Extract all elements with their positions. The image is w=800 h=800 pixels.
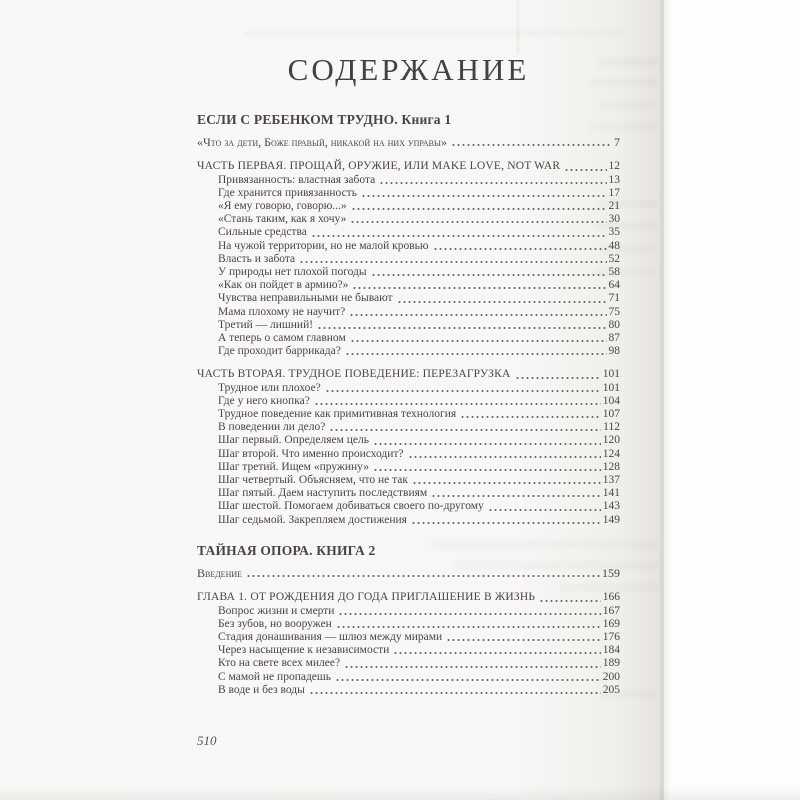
photo-bottom-edge <box>0 786 800 800</box>
toc-entry-label: Где у него кнопка? <box>218 394 310 407</box>
toc-entry-page: 35 <box>608 226 620 239</box>
dot-leader <box>379 177 606 187</box>
dot-leader <box>433 243 607 253</box>
toc-entry <box>197 671 620 684</box>
toc-entry-page: 141 <box>602 487 620 500</box>
toc-entry-label: Вопрос жизни и смерти <box>218 604 335 617</box>
dot-leader <box>344 661 601 671</box>
toc-entry <box>197 240 620 253</box>
toc-entry-label: Через насыщение к независимости <box>218 644 390 657</box>
toc-entry-label: Введение <box>197 566 243 581</box>
toc-entry-label: Шаг четвертый. Объясняем, что не так <box>218 474 408 487</box>
dot-leader <box>336 621 601 631</box>
toc-entry-page: 75 <box>608 305 620 318</box>
toc-entry <box>197 395 620 408</box>
dot-leader <box>338 608 600 618</box>
toc-entry <box>197 618 620 631</box>
toc-entry-label: Кто на свете всех милее? <box>218 657 341 670</box>
toc-entry <box>197 279 620 292</box>
toc-entry-label: В воде и без воды <box>218 683 305 696</box>
dot-leader <box>431 490 601 500</box>
dot-leader <box>412 477 601 487</box>
toc-entry <box>197 421 620 434</box>
toc-entry <box>197 345 620 358</box>
toc-entry-label: Чувства неправильными не бывают <box>218 292 393 305</box>
toc-entry-page: 112 <box>603 421 620 434</box>
dot-leader <box>373 464 601 474</box>
toc-entry-label: ЕСЛИ С РЕБЕНКОМ ТРУДНО. Книга 1 <box>197 112 452 127</box>
toc-entry-page: 87 <box>608 332 620 345</box>
dot-leader <box>411 517 601 527</box>
dot-leader <box>393 647 600 657</box>
toc-entry-label: Шаг третий. Ищем «пружину» <box>218 460 369 473</box>
toc-entry-page: 12 <box>608 160 620 173</box>
dot-leader <box>408 451 601 461</box>
toc-entry <box>197 631 620 644</box>
toc-entry-label: Шаг второй. Что именно происходит? <box>218 447 404 460</box>
toc-entry <box>197 591 620 604</box>
dot-leader <box>488 504 601 514</box>
toc-entry <box>197 136 620 149</box>
toc-entry-page: 17 <box>608 186 620 199</box>
dot-leader <box>351 203 607 213</box>
toc-entry-page: 101 <box>602 381 620 394</box>
toc-entry <box>197 292 620 305</box>
table-of-contents <box>197 113 620 697</box>
toc-entry-page: 167 <box>602 604 620 617</box>
toc-entry <box>197 657 620 670</box>
dot-leader <box>311 230 607 240</box>
toc-entry-label: «Как он пойдет в армию?» <box>218 279 349 292</box>
dot-leader <box>309 687 601 697</box>
toc-entry-label: Стадия донашивания — шлюз между мирами <box>218 630 443 643</box>
toc-entry-page: 52 <box>608 252 620 265</box>
toc-entry-page: 128 <box>602 460 620 473</box>
toc-entry <box>197 544 620 557</box>
dot-leader <box>350 216 606 226</box>
toc-entry-label: ГЛАВА 1. ОТ РОЖДЕНИЯ ДО ГОДА ПРИГЛАШЕНИЕ В ЖИЗНЬ <box>197 591 536 604</box>
toc-entry <box>197 253 620 266</box>
dot-leader <box>539 595 601 605</box>
toc-entry-label: «Стань таким, как я хочу» <box>218 213 347 226</box>
toc-entry-label: С мамой не пропадешь <box>218 670 332 683</box>
toc-entry <box>197 474 620 487</box>
toc-entry <box>197 567 620 580</box>
toc-entry-label: ЧАСТЬ ПЕРВАЯ. ПРОЩАЙ, ОРУЖИЕ, ИЛИ MAKE LOVE, NOT WAR <box>197 160 561 173</box>
toc-entry-page: 21 <box>608 200 620 213</box>
toc-entry-label: «Что за дети, Боже правый, никакой на них управы» <box>197 135 447 150</box>
dot-leader <box>246 570 600 580</box>
toc-entry <box>197 160 620 173</box>
toc-entry <box>197 434 620 447</box>
toc-entry-page: 64 <box>608 279 620 292</box>
toc-entry <box>197 448 620 461</box>
toc-entry-label: Шаг первый. Определяем цель <box>218 434 370 447</box>
dot-leader <box>564 164 606 174</box>
toc-entry-page: 149 <box>602 513 620 526</box>
toc-entry-label: Где проходит баррикада? <box>218 345 341 358</box>
toc-entry-label: Шаг седьмой. Закрепляем достижения <box>218 513 407 526</box>
toc-entry-page: 176 <box>602 630 620 643</box>
toc-entry-page: 13 <box>608 173 620 186</box>
toc-entry <box>197 226 620 239</box>
toc-entry <box>197 200 620 213</box>
toc-entry <box>197 514 620 527</box>
toc-entry-page: 169 <box>602 617 620 630</box>
toc-entry <box>197 644 620 657</box>
toc-entry-label: Привязанность: властная забота <box>218 173 376 186</box>
toc-entry <box>197 213 620 226</box>
page-edge-shadow <box>660 0 674 800</box>
toc-entry-page: 7 <box>614 135 620 150</box>
toc-entry-page: 166 <box>602 591 620 604</box>
toc-entry-label: Шаг шестой. Помогаем добиваться своего по-другому <box>218 500 484 513</box>
toc-entry-label: ТАЙНАЯ ОПОРА. КНИГА 2 <box>197 542 376 558</box>
dot-leader <box>352 282 606 292</box>
dot-leader <box>397 296 607 306</box>
toc-entry <box>197 487 620 500</box>
toc-entry-page: 71 <box>608 292 620 305</box>
toc-entry <box>197 368 620 381</box>
toc-entry-page: 58 <box>608 266 620 279</box>
dot-leader <box>314 398 601 408</box>
toc-entry-page: 143 <box>602 500 620 513</box>
toc-entry <box>197 408 620 421</box>
dot-leader <box>335 674 601 684</box>
toc-entry-page: 120 <box>602 434 620 447</box>
toc-entry-label: Сильные средства <box>218 226 307 239</box>
dot-leader <box>349 309 606 319</box>
toc-entry-page: 205 <box>602 683 620 696</box>
toc-entry <box>197 113 620 126</box>
toc-entry-page: 124 <box>602 447 620 460</box>
toc-entry <box>197 332 620 345</box>
toc-entry-page: 107 <box>602 408 620 421</box>
toc-entry-page: 104 <box>602 394 620 407</box>
dot-leader <box>325 385 601 395</box>
page-title: СОДЕРЖАНИЕ <box>287 52 530 87</box>
dot-leader <box>317 322 606 332</box>
toc-entry-label: На чужой территории, но не малой кровью <box>218 239 429 252</box>
toc-entry-label: Мама плохому не научит? <box>218 305 346 318</box>
toc-entry-page: 159 <box>602 566 620 581</box>
dot-leader <box>446 634 601 644</box>
toc-entry <box>197 461 620 474</box>
toc-entry-page: 30 <box>608 213 620 226</box>
toc-entry-label: В поведении ли дело? <box>218 421 326 434</box>
toc-entry-label: Трудное или плохое? <box>218 381 321 394</box>
toc-entry <box>197 174 620 187</box>
dot-leader <box>361 190 607 200</box>
toc-entry-page: 101 <box>602 368 620 381</box>
toc-entry-label: Трудное поведение как примитивная технология <box>218 408 457 421</box>
toc-entry <box>197 187 620 200</box>
toc-entry-page: 48 <box>608 239 620 252</box>
toc-entry-page: 98 <box>608 345 620 358</box>
toc-entry-label: Где хранится привязанность <box>218 186 357 199</box>
toc-entry-label: А теперь о самом главном <box>218 332 346 345</box>
toc-entry <box>197 382 620 395</box>
page-number: 510 <box>197 733 217 748</box>
toc-entry-label: Третий — лишний! <box>218 318 314 331</box>
toc-entry <box>197 266 620 279</box>
toc-entry-page: 189 <box>602 657 620 670</box>
toc-entry <box>197 319 620 332</box>
dot-leader <box>373 438 601 448</box>
toc-entry-label: У природы нет плохой погоды <box>218 266 367 279</box>
dot-leader <box>371 269 607 279</box>
toc-entry <box>197 500 620 513</box>
dot-leader <box>329 424 601 434</box>
toc-entry-page: 200 <box>602 670 620 683</box>
toc-entry-label: Шаг пятый. Даем наступить последствиям <box>218 487 428 500</box>
toc-entry <box>197 605 620 618</box>
toc-entry-label: Власть и забота <box>218 252 296 265</box>
toc-entry-page: 184 <box>602 644 620 657</box>
toc-entry <box>197 684 620 697</box>
toc-entry-label: ЧАСТЬ ВТОРАЯ. ТРУДНОЕ ПОВЕДЕНИЕ: ПЕРЕЗАГРУЗКА <box>197 368 511 381</box>
toc-entry-label: «Я ему говорю, говорю...» <box>218 200 347 213</box>
dot-leader <box>299 256 606 266</box>
toc-entry-label: Без зубов, но вооружен <box>218 617 332 630</box>
toc-entry <box>197 306 620 319</box>
dot-leader <box>345 348 607 358</box>
toc-entry-page: 137 <box>602 474 620 487</box>
dot-leader <box>350 335 607 345</box>
dot-leader <box>460 411 601 421</box>
dot-leader <box>451 139 612 149</box>
toc-entry-page: 80 <box>608 318 620 331</box>
dot-leader <box>515 372 601 382</box>
